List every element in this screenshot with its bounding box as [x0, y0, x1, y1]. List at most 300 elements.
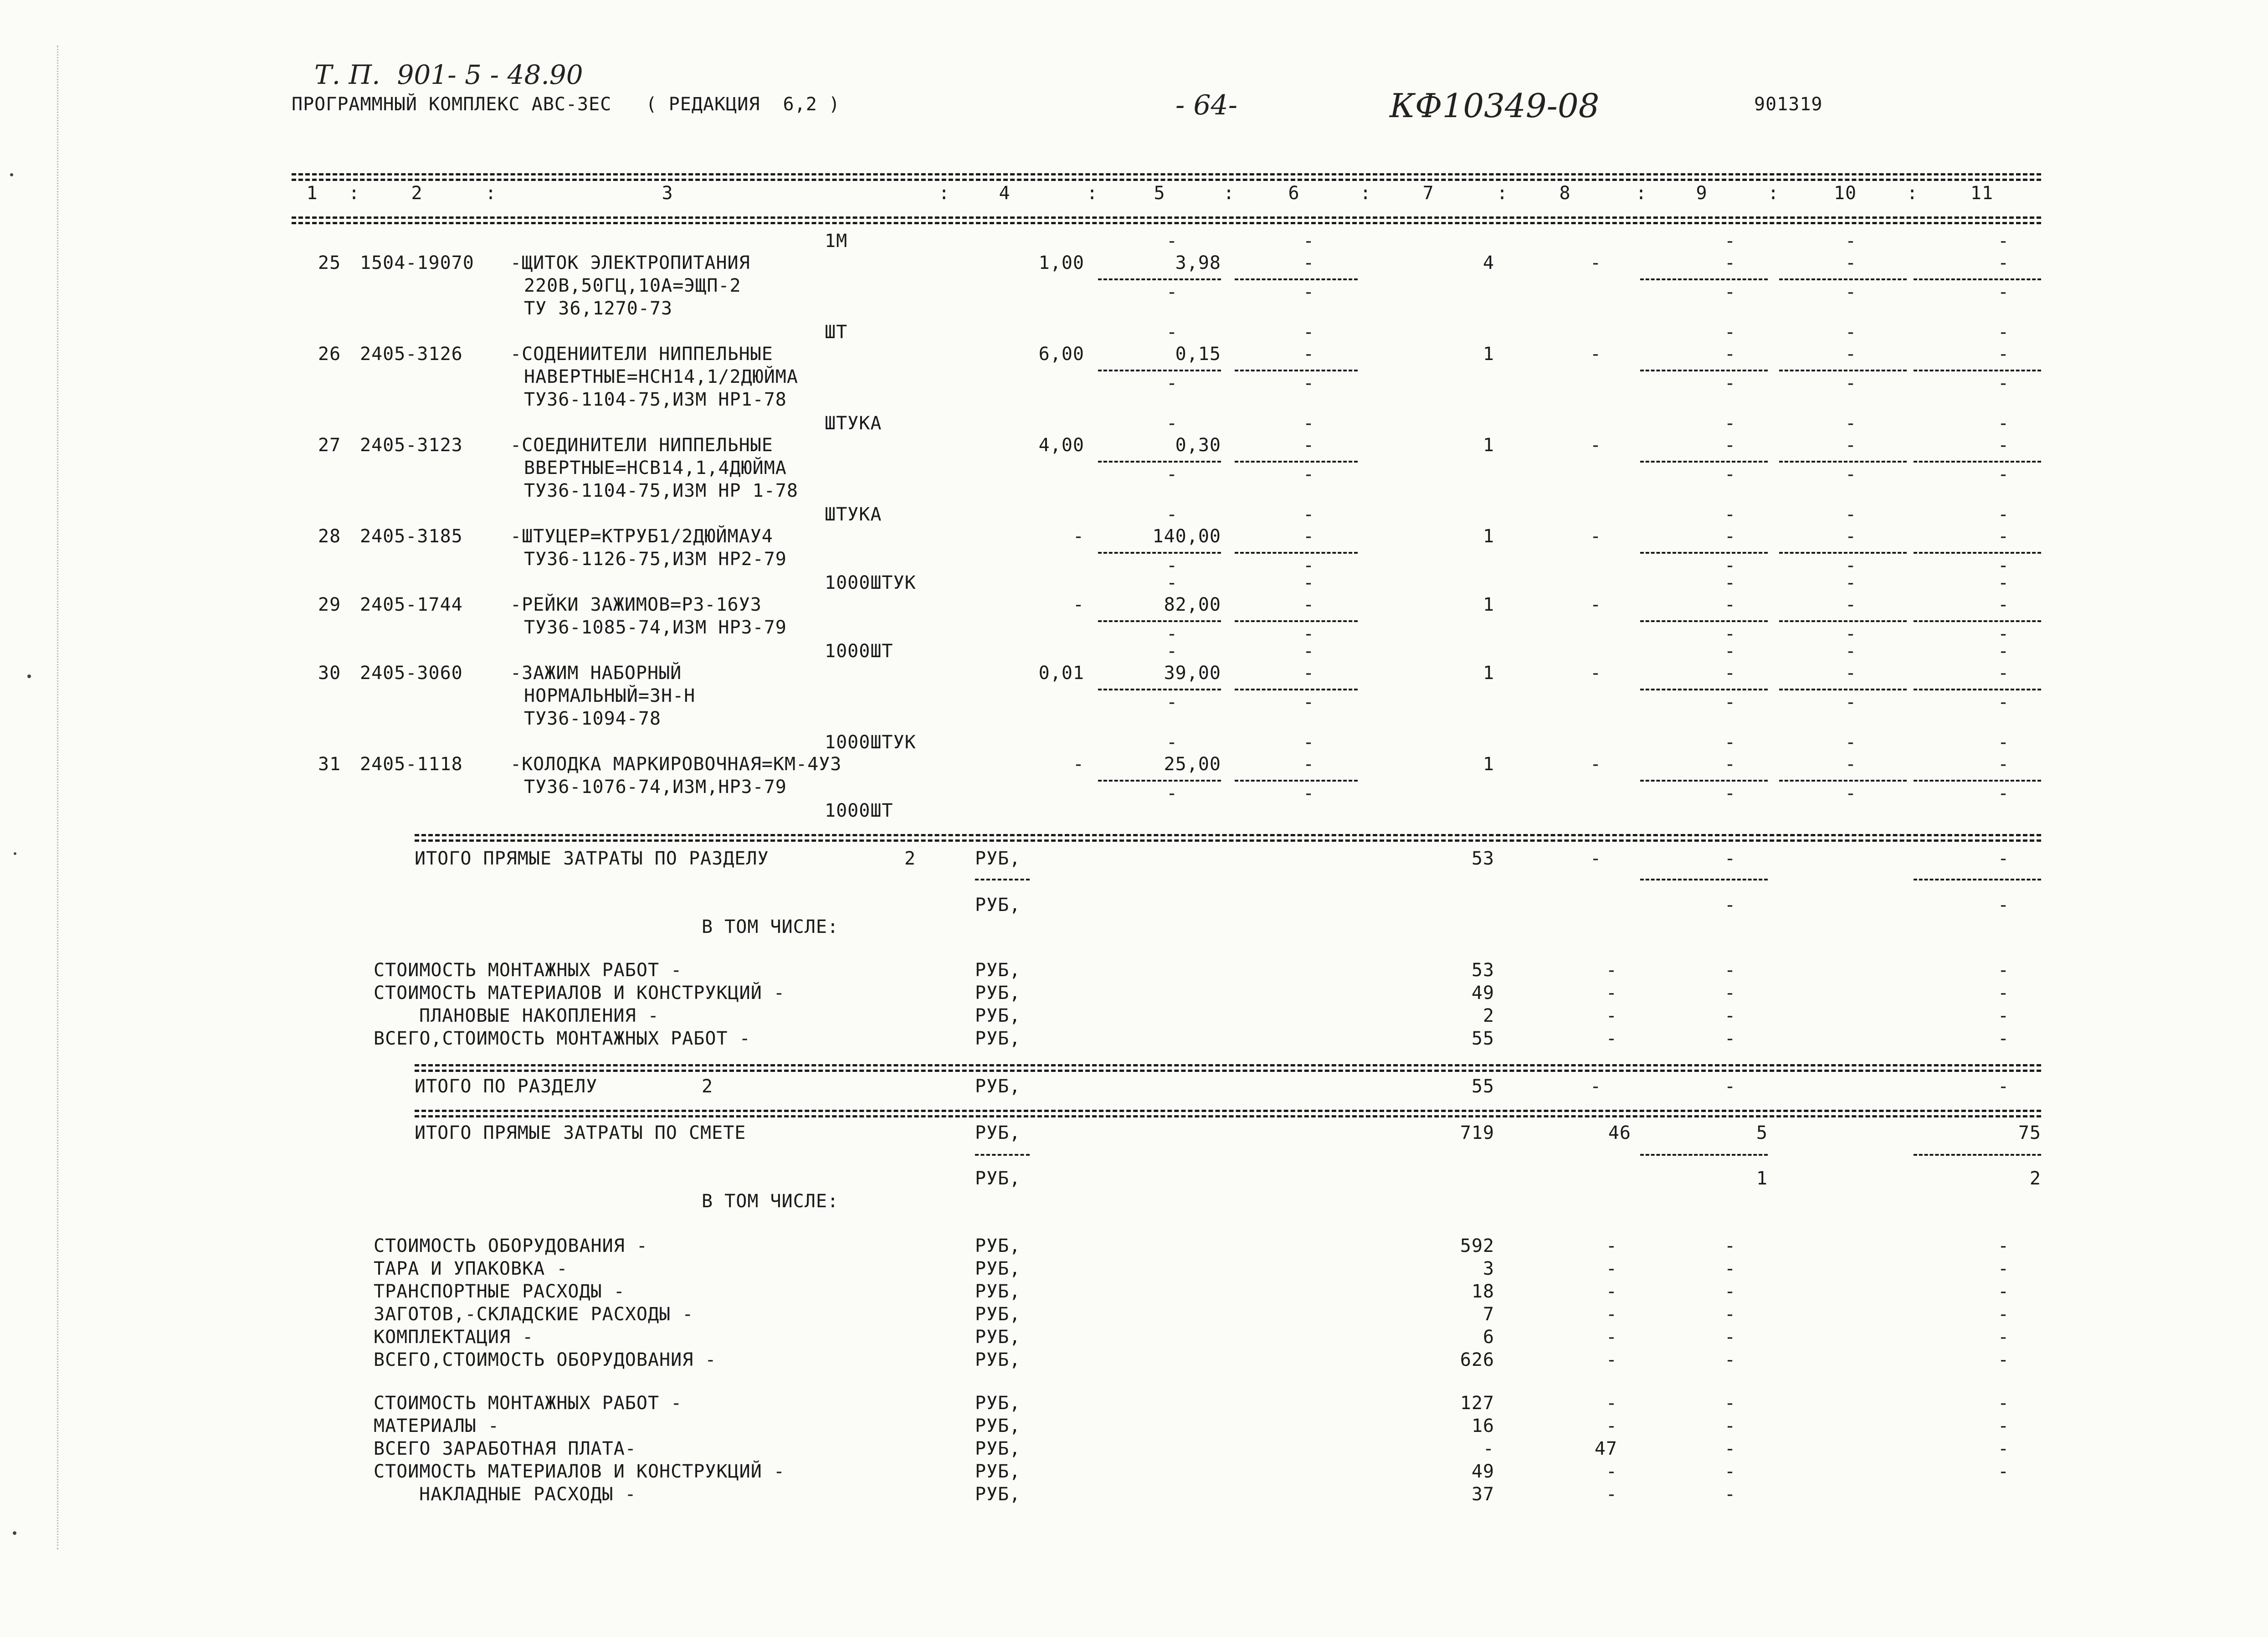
col5-dash: - [1166, 373, 1178, 394]
col10-dash: - [1845, 623, 1857, 644]
col6-dash: - [1303, 555, 1315, 576]
separator-line [1640, 278, 1768, 280]
col7-value: 2 [1483, 1005, 1494, 1026]
item-name-line: ВВЕРТНЫЕ=НСВ14,1,4ДЮЙМА [524, 458, 787, 479]
col5-dash: - [1166, 783, 1178, 804]
col7-value: 49 [1471, 983, 1494, 1004]
col8-value: - [1606, 1258, 1617, 1279]
currency: РУБ, [975, 1438, 1021, 1459]
section-sum-rule [415, 1064, 2041, 1066]
separator-line [1235, 689, 1358, 690]
currency: РУБ, [975, 1304, 1021, 1325]
col11-value: - [1998, 1281, 2010, 1302]
col10-dash: - [1845, 526, 1857, 547]
column-separator: : [1223, 183, 1235, 204]
col5-dash: - [1166, 504, 1178, 525]
col9-value: - [1724, 848, 1736, 869]
quantity: - [1072, 526, 1084, 547]
col8-value: - [1590, 252, 1602, 273]
col6-dash: - [1303, 282, 1315, 303]
col11-dash: - [1998, 594, 2010, 615]
col8-value: - [1606, 1028, 1617, 1049]
col8-value: 47 [1594, 1438, 1617, 1459]
col8-value: - [1590, 526, 1602, 547]
column-header: 7 [1422, 183, 1434, 204]
currency: РУБ, [975, 1028, 1021, 1049]
col5-dash: - [1166, 692, 1178, 713]
separator-line [1914, 689, 2041, 690]
currency: РУБ, [975, 895, 1021, 916]
col9-dash: - [1724, 504, 1736, 525]
item-code: 2405-3123 [360, 435, 463, 456]
col7-value: 18 [1471, 1281, 1494, 1302]
quantity: - [1072, 754, 1084, 775]
breakdown-label: МАТЕРИАЛЫ - [374, 1416, 499, 1436]
currency: РУБ, [975, 1349, 1021, 1370]
col9-dash: - [1724, 663, 1736, 684]
col11-value: 2 [2029, 1168, 2041, 1189]
col6-dash: - [1303, 663, 1315, 684]
col5-dash: - [1166, 282, 1178, 303]
col6-dash: - [1303, 783, 1315, 804]
col10-dash: - [1845, 231, 1857, 252]
col11-value: - [1998, 1028, 2010, 1049]
item-name-line: -ЗАЖИМ НАБОРНЫЙ [510, 663, 682, 684]
breakdown-label: ПЛАНОВЫЕ НАКОПЛЕНИЯ - [419, 1005, 659, 1026]
currency: РУБ, [975, 1281, 1021, 1302]
col9-value: - [1724, 1327, 1736, 1348]
unit-label: ШТУКА [825, 504, 882, 525]
unit-label: 1000ШТУК [825, 732, 916, 753]
col9-dash: - [1724, 572, 1736, 593]
col10-dash: - [1845, 555, 1857, 576]
breakdown-label: ВСЕГО,СТОИМОСТЬ ОБОРУДОВАНИЯ - [374, 1349, 717, 1370]
item-number: 26 [318, 344, 341, 365]
col7-value: 16 [1471, 1416, 1494, 1436]
item-number: 27 [318, 435, 341, 456]
unit-price: 0,30 [1175, 435, 1221, 456]
separator-line [1914, 370, 2041, 371]
column-separator: : [1497, 183, 1509, 204]
item-code: 2405-1744 [360, 594, 463, 615]
underline [1914, 1154, 2041, 1156]
col11-value: - [1998, 1235, 2010, 1256]
col11-dash: - [1998, 413, 2010, 434]
quantity: 1,00 [1038, 252, 1084, 273]
col9-value: - [1724, 1028, 1736, 1049]
unit-price: 25,00 [1164, 754, 1221, 775]
col9-dash: - [1724, 413, 1736, 434]
col8-value: - [1606, 1281, 1617, 1302]
col9-value: - [1724, 1304, 1736, 1325]
col9-dash: - [1724, 373, 1736, 394]
item-name-line: ТУ36-1104-75,ИЗМ НР 1-78 [524, 480, 798, 501]
item-number: 30 [318, 663, 341, 684]
col9-dash: - [1724, 526, 1736, 547]
col7-value: 3 [1483, 1258, 1494, 1279]
col9-dash: - [1724, 322, 1736, 343]
col6-dash: - [1303, 322, 1315, 343]
item-name-line: -СОДЕНИИТЕЛИ НИППЕЛЬНЫЕ [510, 344, 773, 365]
currency: РУБ, [975, 983, 1021, 1004]
column-separator: : [349, 183, 360, 204]
col9-value: - [1724, 1393, 1736, 1414]
col11-value: - [1998, 1258, 2010, 1279]
separator-line [1779, 552, 1907, 554]
col7-value: 37 [1471, 1484, 1494, 1505]
unit-label: 1М [825, 231, 848, 252]
col11-value: - [1998, 1349, 2010, 1370]
col5-dash: - [1166, 732, 1178, 753]
col6-dash: - [1303, 594, 1315, 615]
column-separator: : [485, 183, 497, 204]
underline [975, 1154, 1030, 1156]
item-name-line: ТУ36-1076-74,ИЗМ,НР3-79 [524, 777, 787, 798]
unit-label: ШТУКА [825, 413, 882, 434]
col5-dash: - [1166, 641, 1178, 662]
breakdown-label: СТОИМОСТЬ МАТЕРИАЛОВ И КОНСТРУКЦИЙ - [374, 1461, 785, 1482]
col8-value: 46 [1608, 1122, 1631, 1143]
underline [975, 879, 1030, 880]
unit-price: 140,00 [1152, 526, 1221, 547]
item-name-line: НАВЕРТНЫЕ=НСН14,1/2ДЮЙМА [524, 366, 798, 387]
col6-dash: - [1303, 692, 1315, 713]
col9-dash: - [1724, 623, 1736, 644]
col6-dash: - [1303, 623, 1315, 644]
item-code: 2405-3126 [360, 344, 463, 365]
section-rule [415, 834, 2041, 836]
col7-value: 1 [1483, 663, 1494, 684]
section-total-label: ИТОГО ПРЯМЫЕ ЗАТРАТЫ ПО РАЗДЕЛУ [415, 848, 769, 869]
separator-line [1098, 620, 1221, 622]
col7-value: 1 [1483, 754, 1494, 775]
separator-line [1235, 552, 1358, 554]
currency: РУБ, [975, 1235, 1021, 1256]
quantity: 6,00 [1038, 344, 1084, 365]
section-number: 2 [702, 1076, 713, 1097]
breakdown-label: СТОИМОСТЬ МОНТАЖНЫХ РАБОТ - [374, 1393, 682, 1414]
col5-dash: - [1166, 413, 1178, 434]
column-header: 9 [1696, 183, 1708, 204]
unit-label: ШТ [825, 322, 848, 343]
item-name-line: ТУ36-1094-78 [524, 708, 661, 729]
column-separator: : [1636, 183, 1647, 204]
col10-dash: - [1845, 344, 1857, 365]
separator-line [1235, 278, 1358, 280]
currency: РУБ, [975, 960, 1021, 981]
col7-value: 592 [1460, 1235, 1494, 1256]
col11-value: - [1998, 895, 2010, 916]
document-code: КФ10349-08 [1390, 87, 1600, 125]
separator-line [1914, 552, 2041, 554]
item-name-line: -СОЕДИНИТЕЛИ НИППЕЛЬНЫЕ [510, 435, 773, 456]
separator-line [1779, 620, 1907, 622]
item-number: 29 [318, 594, 341, 615]
col9-dash: - [1724, 641, 1736, 662]
binding-edge [57, 46, 60, 1549]
col9-value: - [1724, 1416, 1736, 1436]
col11-value: 75 [2018, 1122, 2041, 1143]
col5-dash: - [1166, 555, 1178, 576]
column-header: 3 [662, 183, 673, 204]
col8-value: - [1590, 754, 1602, 775]
col10-dash: - [1845, 594, 1857, 615]
separator-line [1640, 461, 1768, 463]
col11-dash: - [1998, 783, 2010, 804]
col8-value: - [1606, 983, 1617, 1004]
col11-value: - [1998, 983, 2010, 1004]
item-name-line: -ЩИТОК ЭЛЕКТРОПИТАНИЯ [510, 252, 750, 273]
currency: РУБ, [975, 848, 1021, 869]
col6-dash: - [1303, 732, 1315, 753]
col9-value: - [1724, 1258, 1736, 1279]
col9-dash: - [1724, 282, 1736, 303]
column-header: 11 [1970, 183, 1994, 204]
col6-dash: - [1303, 641, 1315, 662]
col9-dash: - [1724, 692, 1736, 713]
col7-value: 1 [1483, 526, 1494, 547]
item-name-line: ТУ 36,1270-73 [524, 298, 673, 319]
separator-line [1640, 370, 1768, 371]
col6-dash: - [1303, 464, 1315, 485]
col5-dash: - [1166, 322, 1178, 343]
separator-line [1779, 461, 1907, 463]
unit-price: 39,00 [1164, 663, 1221, 684]
section-rule-2 [415, 839, 2041, 842]
separator-line [1098, 278, 1221, 280]
item-number: 25 [318, 252, 341, 273]
col11-dash: - [1998, 231, 2010, 252]
item-name-line: ТУ36-1085-74,ИЗМ НР3-79 [524, 617, 787, 638]
col10-dash: - [1845, 435, 1857, 456]
handwritten-reference: Т. П. 901- 5 - 48.90 [314, 59, 583, 90]
col11-value: - [1998, 1327, 2010, 1348]
col7-value: 7 [1483, 1304, 1494, 1325]
col9-dash: - [1724, 754, 1736, 775]
item-name-line: -РЕЙКИ ЗАЖИМОВ=РЗ-16УЗ [510, 594, 762, 615]
breakdown-label: СТОИМОСТЬ МАТЕРИАЛОВ И КОНСТРУКЦИЙ - [374, 983, 785, 1004]
col9-dash: - [1724, 231, 1736, 252]
separator-line [1098, 780, 1221, 782]
col9-value: - [1724, 1076, 1736, 1097]
col11-value: - [1998, 1304, 2010, 1325]
col9-dash: - [1724, 732, 1736, 753]
col5-dash: - [1166, 231, 1178, 252]
separator-line [1779, 780, 1907, 782]
col9-value: - [1724, 1484, 1736, 1505]
unit-price: 3,98 [1175, 252, 1221, 273]
breakdown-label: ТРАНСПОРТНЫЕ РАСХОДЫ - [374, 1281, 625, 1302]
currency: РУБ, [975, 1416, 1021, 1436]
col11-dash: - [1998, 555, 2010, 576]
scan-speck [14, 852, 16, 855]
col9-dash: - [1724, 594, 1736, 615]
col7-value: - [1483, 1438, 1494, 1459]
col8-value: - [1606, 1304, 1617, 1325]
table-top-rule-2 [292, 179, 2041, 181]
col8-value: - [1590, 594, 1602, 615]
currency: РУБ, [975, 1076, 1021, 1097]
item-number: 31 [318, 754, 341, 775]
col9-dash: - [1724, 464, 1736, 485]
unit-label: 1000ШТ [825, 800, 893, 821]
currency: РУБ, [975, 1168, 1021, 1189]
underline [1640, 1154, 1768, 1156]
col7-value: 626 [1460, 1349, 1494, 1370]
col11-dash: - [1998, 344, 2010, 365]
col8-value: - [1590, 1076, 1602, 1097]
column-header: 5 [1154, 183, 1165, 204]
currency: РУБ, [975, 1327, 1021, 1348]
col9-value: - [1724, 1005, 1736, 1026]
section-number: 2 [904, 848, 916, 869]
currency: РУБ, [975, 1393, 1021, 1414]
col8-value: - [1606, 1005, 1617, 1026]
col5-dash: - [1166, 572, 1178, 593]
separator-line [1914, 461, 2041, 463]
col10-dash: - [1845, 464, 1857, 485]
separator-line [1779, 689, 1907, 690]
separator-line [1914, 780, 2041, 782]
page-number: - 64- [1175, 89, 1237, 121]
separator-line [1914, 620, 2041, 622]
column-header: 8 [1559, 183, 1571, 204]
col11-value: - [1998, 1416, 2010, 1436]
col8-value: - [1590, 663, 1602, 684]
col10-dash: - [1845, 754, 1857, 775]
col11-dash: - [1998, 504, 2010, 525]
separator-line [1640, 689, 1768, 690]
col11-dash: - [1998, 572, 2010, 593]
scan-speck [10, 173, 13, 176]
currency: РУБ, [975, 1461, 1021, 1482]
col5-dash: - [1166, 464, 1178, 485]
col7-value: 55 [1471, 1028, 1494, 1049]
col8-value: - [1590, 344, 1602, 365]
col8-value: - [1606, 1327, 1617, 1348]
col11-dash: - [1998, 373, 2010, 394]
col11-dash: - [1998, 526, 2010, 547]
item-name-line: НОРМАЛЬНЫЙ=ЗН-Н [524, 685, 696, 706]
col6-dash: - [1303, 572, 1315, 593]
col9-value: - [1724, 983, 1736, 1004]
col7-value: 127 [1460, 1393, 1494, 1414]
separator-line [1640, 552, 1768, 554]
currency: РУБ, [975, 1258, 1021, 1279]
col9-value: - [1724, 1281, 1736, 1302]
column-header: 4 [999, 183, 1011, 204]
col7-value: 1 [1483, 435, 1494, 456]
col11-value: - [1998, 1005, 2010, 1026]
col11-dash: - [1998, 641, 2010, 662]
underline [1640, 879, 1768, 880]
column-header: 2 [411, 183, 423, 204]
col9-dash: - [1724, 344, 1736, 365]
col8-value: - [1606, 1461, 1617, 1482]
col11-dash: - [1998, 252, 2010, 273]
item-name-line: -ШТУЦЕР=КТРУБ1/2ДЮЙМАУ4 [510, 526, 773, 547]
col11-dash: - [1998, 692, 2010, 713]
col5-dash: - [1166, 623, 1178, 644]
col6-dash: - [1303, 754, 1315, 775]
col9-value: - [1724, 1438, 1736, 1459]
quantity: 4,00 [1038, 435, 1084, 456]
item-name-line: 220В,50ГЦ,10А=ЭЩП-2 [524, 275, 741, 296]
separator-line [1235, 370, 1358, 371]
estimate-total-label: ИТОГО ПРЯМЫЕ ЗАТРАТЫ ПО СМЕТЕ [415, 1122, 746, 1143]
col8-value: - [1606, 1349, 1617, 1370]
program-title: ПРОГРАММНЫЙ КОМПЛЕКС АВС-3ЕС ( РЕДАКЦИЯ 6,2 ) [292, 94, 840, 115]
col6-dash: - [1303, 231, 1315, 252]
separator-line [1098, 689, 1221, 690]
separator-line [1098, 461, 1221, 463]
header-bottom-rule [292, 216, 2041, 219]
estimate-rule-2 [415, 1115, 2041, 1117]
scan-speck [13, 1531, 16, 1535]
separator-line [1779, 278, 1907, 280]
col8-value: - [1590, 435, 1602, 456]
col10-dash: - [1845, 373, 1857, 394]
col11-value: - [1998, 1393, 2010, 1414]
item-code: 2405-1118 [360, 754, 463, 775]
quantity: 0,01 [1038, 663, 1084, 684]
breakdown-label: ВСЕГО,СТОИМОСТЬ МОНТАЖНЫХ РАБОТ - [374, 1028, 751, 1049]
col9-dash: - [1724, 252, 1736, 273]
col9-value: 5 [1756, 1122, 1768, 1143]
col10-dash: - [1845, 641, 1857, 662]
column-separator: : [939, 183, 950, 204]
including-label: В ТОМ ЧИСЛЕ: [702, 1191, 839, 1212]
unit-label: 1000ШТУК [825, 572, 916, 593]
column-separator: : [1768, 183, 1780, 204]
item-code: 1504-19070 [360, 252, 474, 273]
col6-dash: - [1303, 526, 1315, 547]
header-bottom-rule-2 [292, 222, 2041, 224]
breakdown-label: СТОИМОСТЬ МОНТАЖНЫХ РАБОТ - [374, 960, 682, 981]
item-number: 28 [318, 526, 341, 547]
col7-value: 6 [1483, 1327, 1494, 1348]
column-separator: : [1360, 183, 1372, 204]
section-sum-label: ИТОГО ПО РАЗДЕЛУ [415, 1076, 598, 1097]
separator-line [1235, 620, 1358, 622]
including-label: В ТОМ ЧИСЛЕ: [702, 916, 839, 937]
col11-dash: - [1998, 754, 2010, 775]
separator-line [1235, 461, 1358, 463]
estimate-rule [415, 1110, 2041, 1112]
col10-dash: - [1845, 732, 1857, 753]
col7-value: 719 [1460, 1122, 1494, 1143]
breakdown-label: ТАРА И УПАКОВКА - [374, 1258, 568, 1279]
col11-dash: - [1998, 464, 2010, 485]
table-top-rule [292, 173, 2041, 175]
item-name-line: ТУ36-1126-75,ИЗМ НР2-79 [524, 549, 787, 570]
underline [1914, 879, 2041, 880]
breakdown-label: СТОИМОСТЬ ОБОРУДОВАНИЯ - [374, 1235, 648, 1256]
column-header: 10 [1833, 183, 1857, 204]
code-number: 901319 [1754, 94, 1823, 115]
col7-value: 4 [1483, 252, 1494, 273]
col8-value: - [1606, 960, 1617, 981]
col9-dash: - [1724, 783, 1736, 804]
col9-dash: - [1724, 435, 1736, 456]
col11-dash: - [1998, 732, 2010, 753]
column-separator: : [1907, 183, 1919, 204]
col10-dash: - [1845, 282, 1857, 303]
col6-dash: - [1303, 413, 1315, 434]
col11-value: - [1998, 848, 2010, 869]
col9-value: - [1724, 960, 1736, 981]
col8-value: - [1590, 848, 1602, 869]
